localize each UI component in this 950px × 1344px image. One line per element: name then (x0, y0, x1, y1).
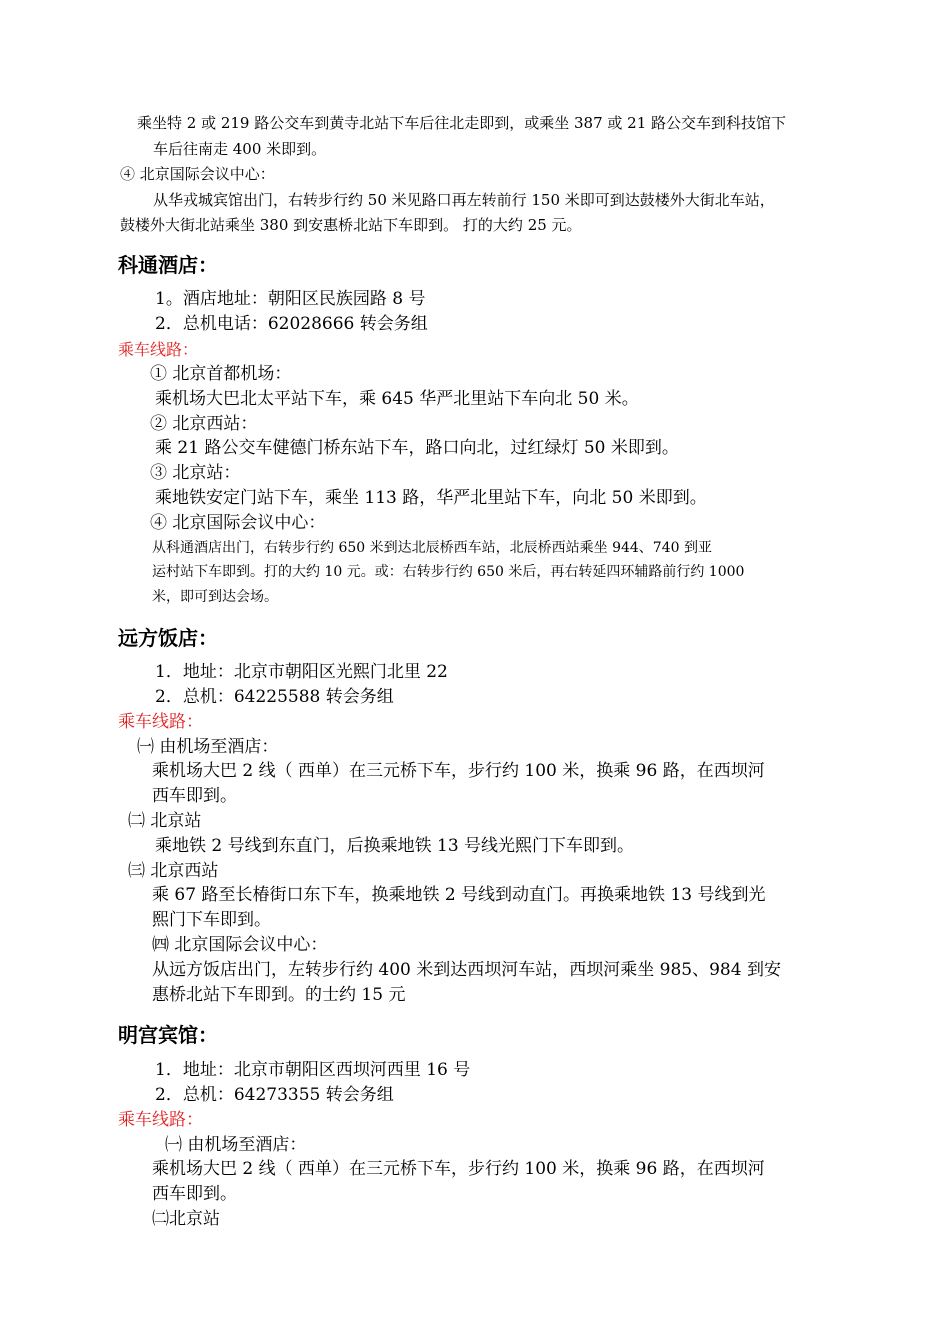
hotel-address: 1．地址：北京市朝阳区西坝河西里 16 号 (155, 1060, 471, 1080)
route-label: 乘车线路： (118, 712, 203, 732)
route-heading: ㈢ 北京西站 (128, 861, 219, 881)
route-detail: 米，即可到达会场。 (152, 589, 278, 605)
route-label: 乘车线路： (118, 340, 199, 359)
route-heading: ㈡ 北京站 (128, 811, 202, 831)
route-heading: ② 北京西站： (150, 414, 258, 434)
hotel-phone: 2．总机：64273355 转会务组 (155, 1085, 394, 1105)
route-label: 乘车线路： (118, 1110, 203, 1130)
route-heading: ㈠ 由机场至酒店： (137, 737, 279, 757)
route-heading: ④ 北京国际会议中心： (150, 513, 326, 533)
paragraph-line: 鼓楼外大街北站乘坐 380 到安惠桥北站下车即到。 打的大约 25 元。 (120, 216, 582, 234)
route-detail: 乘机场大巴 2 线（ 西单）在三元桥下车，步行约 100 米，换乘 96 路，在西坝河 (152, 1159, 765, 1179)
hotel-address: 1。酒店地址：朝阳区民族园路 8 号 (155, 289, 426, 309)
route-heading: ③ 北京站： (150, 463, 241, 483)
route-detail: 惠桥北站下车即到。的士约 15 元 (152, 985, 406, 1005)
route-heading: ④ 北京国际会议中心： (120, 165, 275, 183)
hotel-phone: 2．总机：64225588 转会务组 (155, 687, 394, 707)
route-detail: 乘 67 路至长椿街口东下车，换乘地铁 2 号线到动直门。再换乘地铁 13 号线到光 (152, 885, 766, 905)
hotel-phone: 2．总机电话：62028666 转会务组 (155, 314, 428, 334)
route-detail: 乘地铁安定门站下车，乘坐 113 路，华严北里站下车，向北 50 米即到。 (155, 488, 707, 508)
route-detail: 西车即到。 (152, 786, 237, 806)
hotel-title: 明宫宾馆： (118, 1023, 218, 1047)
route-detail: 乘机场大巴 2 线（ 西单）在三元桥下车，步行约 100 米，换乘 96 路，在西坝河 (152, 761, 765, 781)
paragraph-line: 车后往南走 400 米即到。 (153, 140, 327, 158)
paragraph-line: 乘坐特 2 或 219 路公交车到黄寺北站下车后往北走即到，或乘坐 387 或 21 路公交车到科技馆下 (137, 114, 787, 132)
route-detail: 从科通酒店出门，右转步行约 650 米到达北辰桥西车站，北辰桥西站乘坐 944、740 到亚 (152, 540, 712, 556)
route-heading: ㈠ 由机场至酒店： (165, 1135, 307, 1155)
hotel-title: 科通酒店： (118, 253, 218, 277)
route-heading: ㈡北京站 (152, 1209, 220, 1229)
route-heading: ㈣ 北京国际会议中心： (152, 935, 328, 955)
route-detail: 乘地铁 2 号线到东直门，后换乘地铁 13 号线光熙门下车即到。 (155, 836, 635, 856)
route-heading: ① 北京首都机场： (150, 364, 292, 384)
route-detail: 西车即到。 (152, 1184, 237, 1204)
hotel-address: 1．地址：北京市朝阳区光熙门北里 22 (155, 662, 448, 682)
route-detail: 从远方饭店出门，左转步行约 400 米到达西坝河车站，西坝河乘坐 985、984 到安 (152, 960, 781, 980)
paragraph-line: 从华戎城宾馆出门，右转步行约 50 米见路口再左转前行 150 米即可到达鼓楼外大街北车站， (153, 191, 775, 209)
route-detail: 乘 21 路公交车健德门桥东站下车，路口向北，过红绿灯 50 米即到。 (155, 438, 679, 458)
hotel-title: 远方饭店： (118, 626, 218, 650)
route-detail: 乘机场大巴北太平站下车，乘 645 华严北里站下车向北 50 米。 (155, 389, 639, 409)
route-detail: 运村站下车即到。打的大约 10 元。或：右转步行约 650 米后，再右转延四环辅路前行约 1000 (152, 564, 745, 580)
route-detail: 熙门下车即到。 (152, 910, 271, 930)
